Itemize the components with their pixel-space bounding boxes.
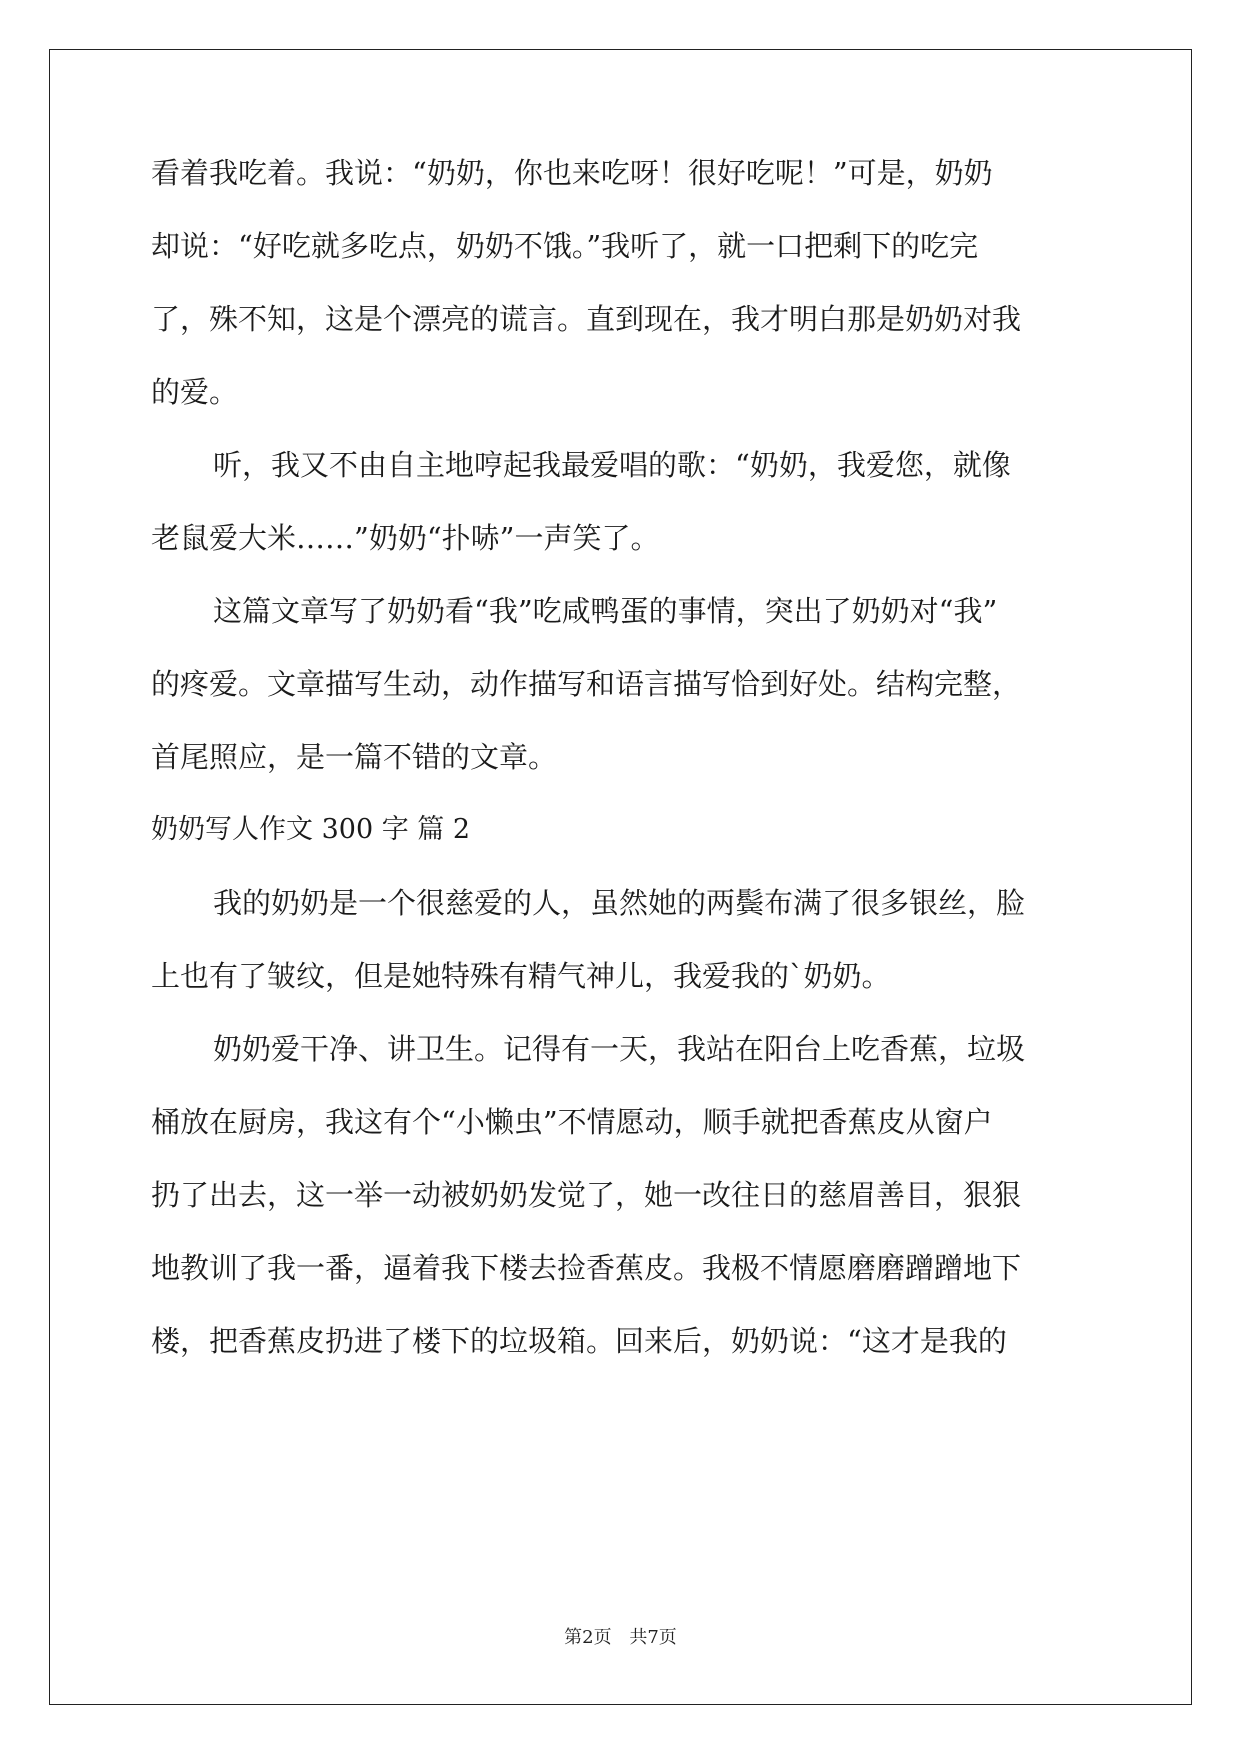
text-line: 奶奶爱干净、讲卫生。记得有一天，我站在阳台上吃香蕉，垃圾 xyxy=(213,1032,1026,1066)
page-number: 第2页 xyxy=(564,1627,612,1648)
text-line: 了，殊不知，这是个漂亮的谎言。直到现在，我才明白那是奶奶对我 xyxy=(151,302,1022,336)
page-footer xyxy=(0,1623,1241,1649)
text-line: 扔了出去，这一举一动被奶奶发觉了，她一改往日的慈眉善目，狠狠 xyxy=(151,1178,1022,1212)
text-line: 上也有了皱纹，但是她特殊有精气神儿，我爱我的`奶奶。 xyxy=(151,959,891,993)
text-line: 看着我吃着。我说：“奶奶，你也来吃呀！很好吃呢！”可是，奶奶 xyxy=(151,156,993,190)
text-line: 楼，把香蕉皮扔进了楼下的垃圾箱。回来后，奶奶说：“这才是我的 xyxy=(151,1324,1007,1358)
text-line: 地教训了我一番，逼着我下楼去捡香蕉皮。我极不情愿磨磨蹭蹭地下 xyxy=(151,1251,1022,1285)
text-line: 桶放在厨房，我这有个“小懒虫”不情愿动，顺手就把香蕉皮从窗户 xyxy=(151,1105,993,1139)
text-line: 的疼爱。文章描写生动，动作描写和语言描写恰到好处。结构完整， xyxy=(151,667,1022,701)
page-border xyxy=(49,49,1192,1705)
text-line: 却说：“好吃就多吃点，奶奶不饿。”我听了，就一口把剩下的吃完 xyxy=(151,229,979,263)
text-line: 我的奶奶是一个很慈爱的人，虽然她的两鬓布满了很多银丝，脸 xyxy=(213,886,1026,920)
text-line: 听，我又不由自主地哼起我最爱唱的歌：“奶奶，我爱您，就像 xyxy=(213,448,1011,482)
text-line: 首尾照应，是一篇不错的文章。 xyxy=(151,740,558,774)
text-line: 的爱。 xyxy=(151,375,239,409)
text-line: 这篇文章写了奶奶看“我”吃咸鸭蛋的事情，突出了奶奶对“我” xyxy=(213,594,998,628)
section-heading: 奶奶写人作文 300 字 篇 2 xyxy=(151,814,471,845)
text-line: 老鼠爱大米……”奶奶“扑哧”一声笑了。 xyxy=(151,521,660,555)
page-total: 共7页 xyxy=(629,1627,677,1648)
